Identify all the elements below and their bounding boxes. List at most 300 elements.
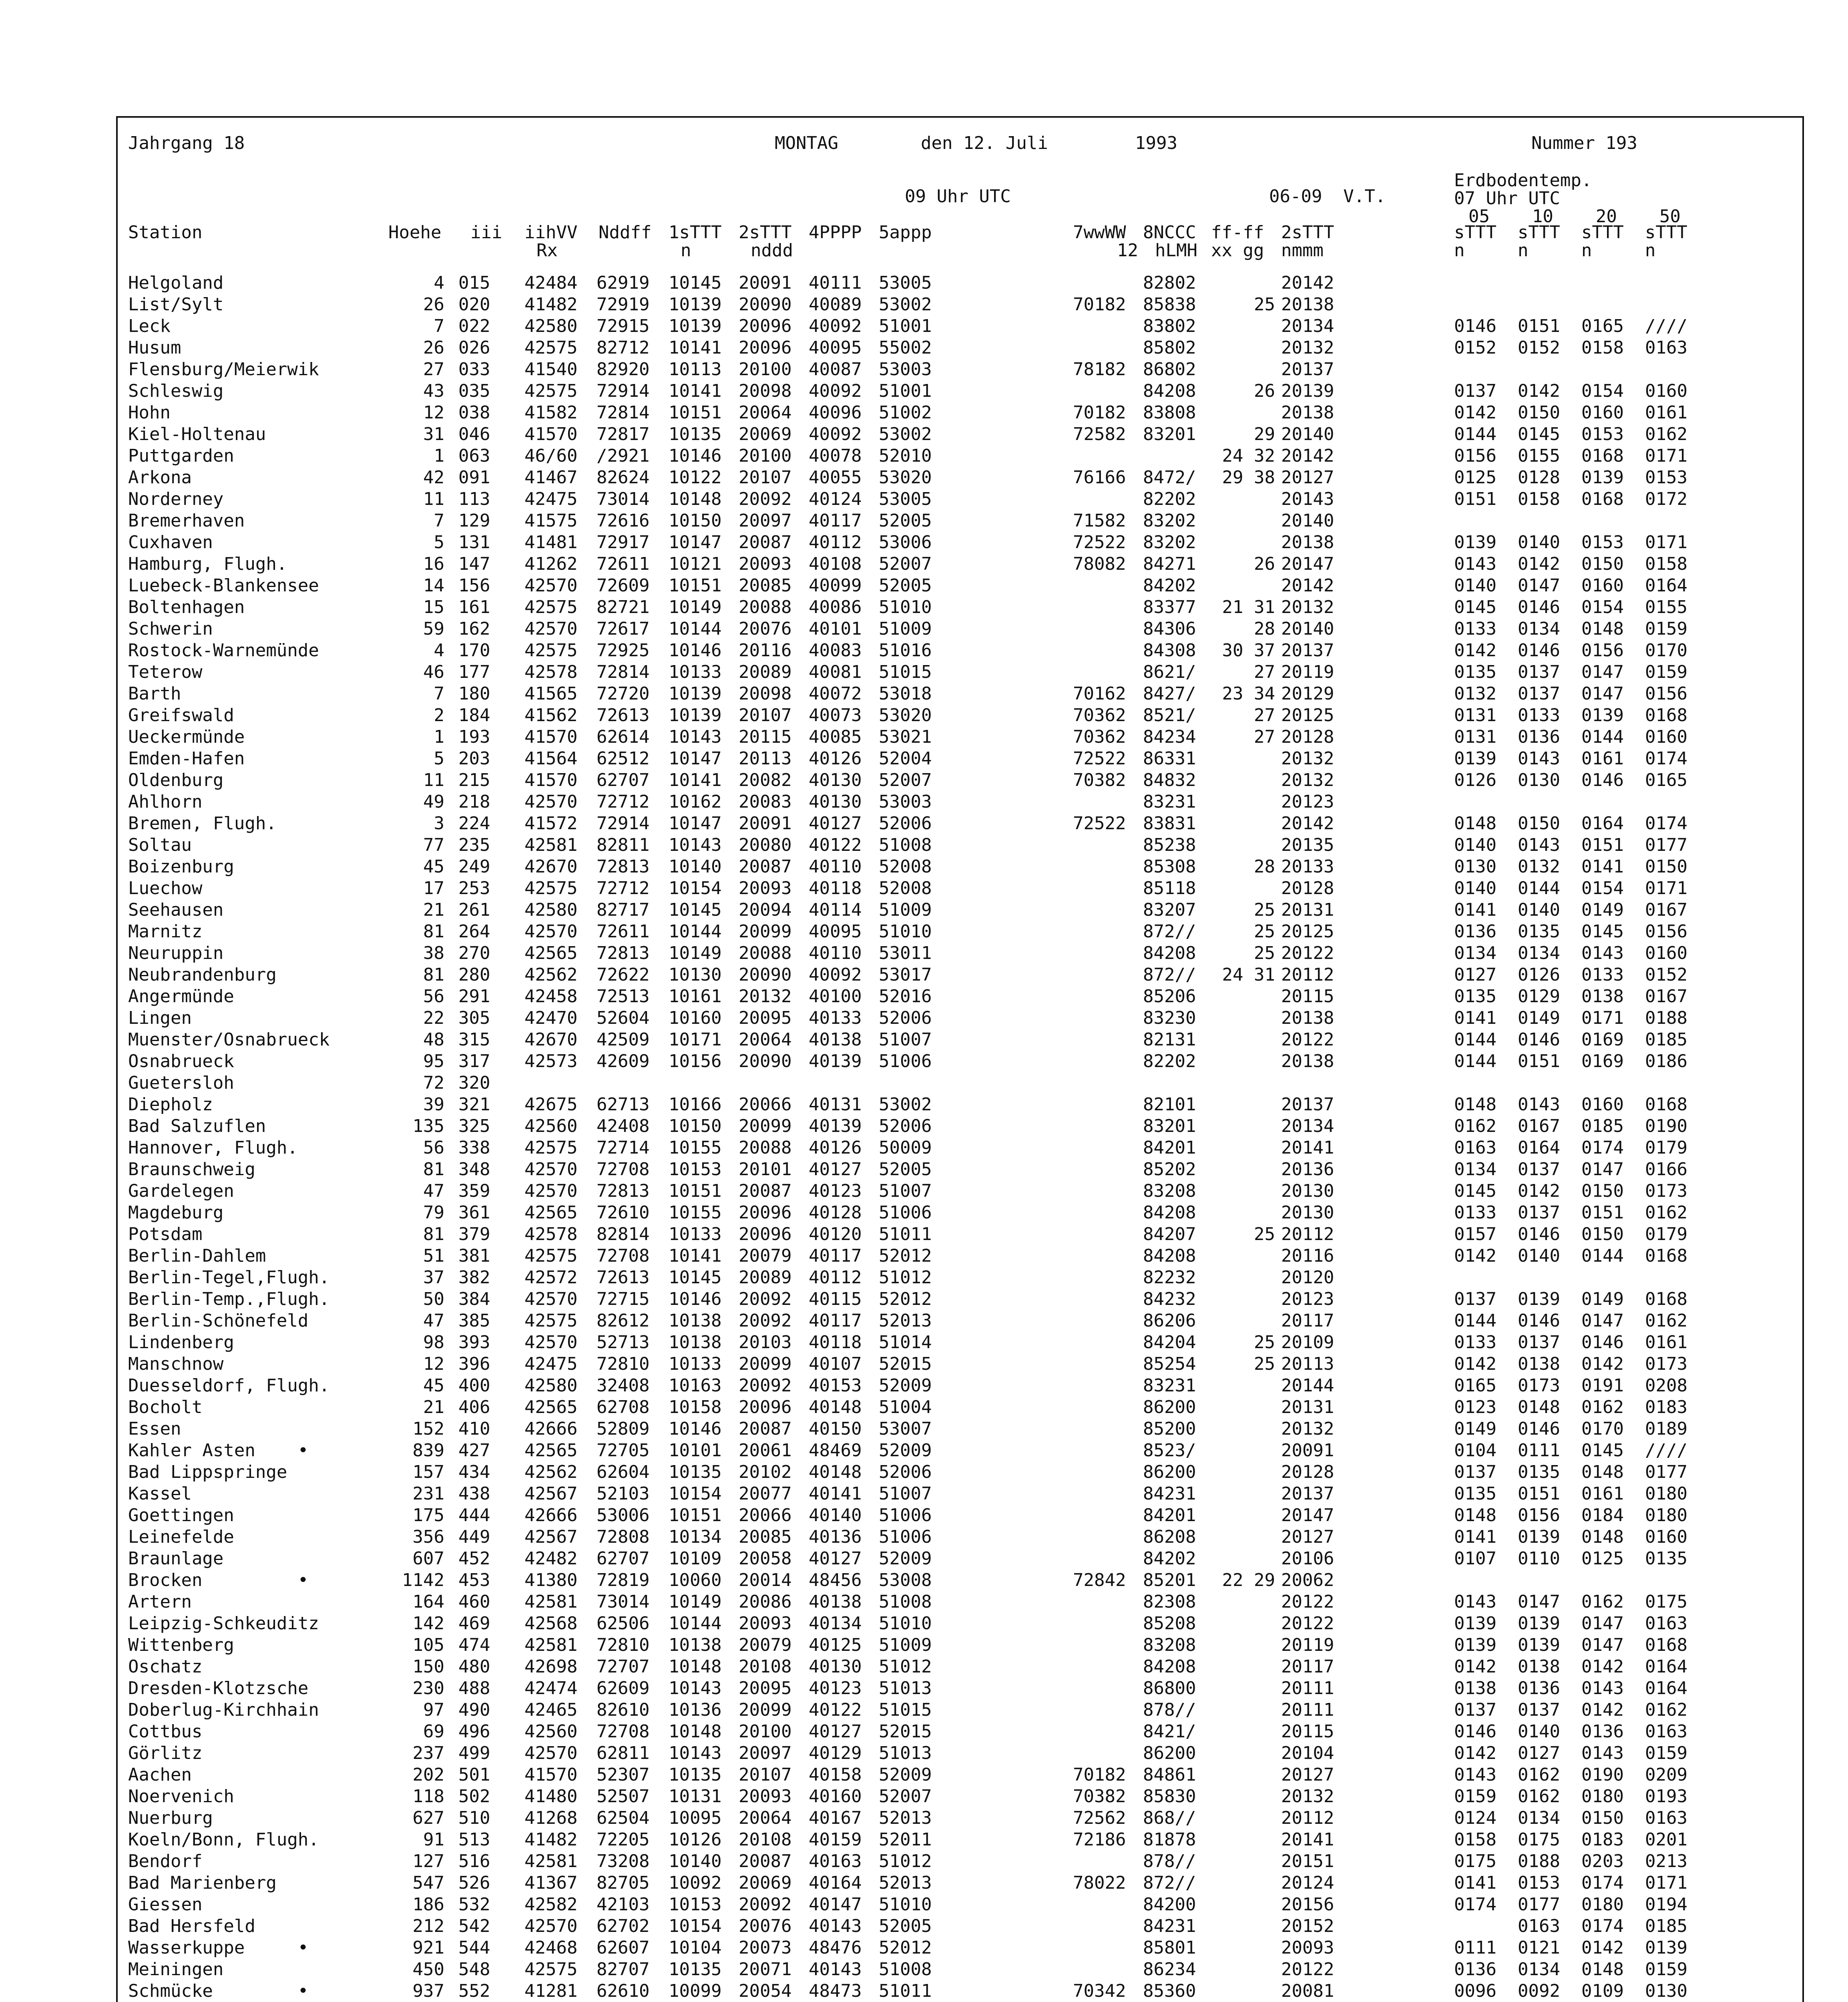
table-cell bbox=[1073, 1007, 1137, 1029]
table-cell: 10155 bbox=[669, 1138, 722, 1158]
table-cell: 26 bbox=[423, 338, 444, 358]
table-cell: 20058 bbox=[739, 1548, 792, 1569]
table-cell: 40130 bbox=[809, 1656, 862, 1677]
table-cell: 547 bbox=[412, 1873, 444, 1893]
nummer-label: Nummer 193 bbox=[1531, 133, 1637, 153]
table-cell: 20087 bbox=[739, 856, 792, 877]
table-cell: 0162 bbox=[1581, 1397, 1624, 1417]
table-cell: 0146 bbox=[1518, 1311, 1560, 1331]
table-cell: 20091 bbox=[739, 273, 792, 293]
table-cell: 038 bbox=[458, 402, 490, 423]
table-cell: 0142 bbox=[1454, 1246, 1496, 1266]
table-cell: 84231 bbox=[1143, 1483, 1196, 1504]
table-cell: 20087 bbox=[739, 1851, 792, 1871]
table-cell: 41575 bbox=[524, 511, 578, 531]
table-cell: 83201 bbox=[1143, 1116, 1196, 1136]
table-cell: 10138 bbox=[669, 1635, 722, 1655]
table-cell: 0160 bbox=[1581, 1094, 1624, 1115]
table-cell bbox=[1581, 1072, 1633, 1094]
table-cell: 40072 bbox=[809, 683, 862, 704]
table-cell: 40085 bbox=[809, 727, 862, 747]
table-cell: 015 bbox=[458, 273, 490, 293]
table-cell: 20069 bbox=[739, 424, 792, 444]
table-cell: 52009 bbox=[879, 1548, 932, 1569]
table-cell: 878// bbox=[1143, 1700, 1196, 1720]
table-cell: Braunschweig bbox=[128, 1159, 255, 1180]
table-cell: 40101 bbox=[809, 619, 862, 639]
table-cell: 85238 bbox=[1143, 835, 1196, 855]
table-cell: 231 bbox=[412, 1483, 444, 1504]
table-cell: 0163 bbox=[1645, 1721, 1687, 1742]
table-cell: 0130 bbox=[1645, 1981, 1687, 2001]
table-cell: 8521/ bbox=[1143, 705, 1196, 726]
table-cell: 0174 bbox=[1645, 748, 1687, 769]
table-cell: 48 bbox=[423, 1029, 444, 1050]
table-cell: 384 bbox=[458, 1289, 490, 1309]
table-cell bbox=[1073, 791, 1137, 813]
table-cell: 20112 bbox=[1281, 1224, 1334, 1244]
table-cell: 42575 bbox=[524, 640, 578, 661]
table-cell: 152 bbox=[412, 1419, 444, 1439]
table-cell: 52007 bbox=[879, 554, 932, 574]
table-cell bbox=[1211, 1872, 1275, 1894]
table-cell: 42580 bbox=[524, 900, 578, 920]
table-cell: 0179 bbox=[1645, 1224, 1687, 1244]
table-cell: 25 bbox=[1254, 921, 1275, 942]
table-cell: 40127 bbox=[809, 1159, 862, 1180]
table-cell: 0154 bbox=[1581, 878, 1624, 898]
table-cell bbox=[1211, 1202, 1275, 1224]
table-cell: Lindenberg bbox=[128, 1332, 234, 1353]
table-cell: 0140 bbox=[1454, 878, 1496, 898]
table-cell: 20140 bbox=[1281, 424, 1334, 444]
table-cell: 20083 bbox=[739, 792, 792, 812]
table-cell: 20085 bbox=[739, 575, 792, 596]
table-cell: 0151 bbox=[1518, 1483, 1560, 1504]
table-cell: 42562 bbox=[524, 1462, 578, 1482]
nccc-column bbox=[1143, 272, 1207, 2002]
table-cell: Dresden-Klotzsche bbox=[128, 1678, 309, 1698]
table-cell bbox=[1454, 1072, 1506, 1094]
table-cell bbox=[1211, 488, 1275, 510]
table-cell: 0146 bbox=[1518, 1224, 1560, 1244]
table-cell: 53007 bbox=[879, 1419, 932, 1439]
table-cell: Puttgarden bbox=[128, 446, 234, 466]
table-cell: 0135 bbox=[1454, 1483, 1496, 1504]
table-cell: 20066 bbox=[739, 1094, 792, 1115]
table-cell: 53011 bbox=[879, 943, 932, 963]
table-cell: 0183 bbox=[1645, 1397, 1687, 1417]
table-cell: Cuxhaven bbox=[128, 532, 213, 553]
table-cell: 20142 bbox=[1281, 813, 1334, 834]
table-cell: 0140 bbox=[1518, 532, 1560, 553]
depth-header: 05 10 20 50 bbox=[1468, 206, 1681, 227]
table-cell: 0096 bbox=[1454, 1981, 1496, 2001]
table-cell: 20134 bbox=[1281, 316, 1334, 336]
table-cell: 10143 bbox=[669, 1743, 722, 1763]
table-cell bbox=[1211, 1051, 1275, 1072]
table-cell: 0159 bbox=[1645, 1743, 1687, 1763]
table-cell bbox=[1211, 1656, 1275, 1678]
table-cell: 7 bbox=[434, 316, 444, 336]
table-cell: Rostock-Warnemünde bbox=[128, 640, 319, 661]
table-cell: 10148 bbox=[669, 1656, 722, 1677]
table-cell: 40092 bbox=[809, 424, 862, 444]
ttt2b-sub-header: nmmm bbox=[1281, 240, 1324, 261]
table-cell: 0142 bbox=[1454, 640, 1496, 661]
table-cell: 0144 bbox=[1454, 1051, 1496, 1071]
table-cell: 5 bbox=[434, 748, 444, 769]
table-cell: 0180 bbox=[1645, 1483, 1687, 1504]
table-cell: 0168 bbox=[1581, 489, 1624, 509]
table-cell: 48456 bbox=[809, 1570, 862, 1590]
table-cell: 8427/ bbox=[1143, 683, 1196, 704]
table-cell bbox=[1073, 1851, 1137, 1872]
table-cell bbox=[1073, 337, 1137, 359]
table-cell: 20137 bbox=[1281, 1094, 1334, 1115]
table-cell: 20103 bbox=[739, 1332, 792, 1353]
table-cell: 7 bbox=[434, 511, 444, 531]
table-cell: 20125 bbox=[1281, 705, 1334, 726]
table-cell bbox=[1518, 294, 1570, 316]
table-cell: 72610 bbox=[597, 1202, 650, 1223]
table-cell: Bad Lippspringe bbox=[128, 1462, 287, 1482]
table-cell: 10136 bbox=[669, 1700, 722, 1720]
table-cell: 41480 bbox=[524, 1786, 578, 1807]
table-cell: 0150 bbox=[1518, 402, 1560, 423]
table-cell: 0143 bbox=[1454, 1592, 1496, 1612]
table-cell: 10131 bbox=[669, 1786, 722, 1807]
table-cell bbox=[1581, 272, 1633, 294]
table-cell: 0135 bbox=[1645, 1548, 1687, 1569]
table-cell: 11 bbox=[423, 489, 444, 509]
table-cell: 42575 bbox=[524, 1311, 578, 1331]
table-cell: 40131 bbox=[809, 1094, 862, 1115]
table-cell: 10151 bbox=[669, 402, 722, 423]
table-cell: 1142 bbox=[402, 1570, 444, 1590]
table-cell: 0121 bbox=[1518, 1938, 1560, 1958]
table-cell bbox=[1073, 1267, 1137, 1288]
table-cell: 40126 bbox=[809, 748, 862, 769]
table-cell: 82811 bbox=[597, 835, 650, 855]
table-cell: 53008 bbox=[879, 1570, 932, 1590]
soil-10-column bbox=[1518, 272, 1570, 2002]
table-cell: 41562 bbox=[524, 705, 578, 726]
table-cell: 20113 bbox=[739, 748, 792, 769]
table-cell: 42570 bbox=[524, 575, 578, 596]
table-cell: 71582 bbox=[1073, 511, 1126, 531]
table-cell: Hamburg, Flugh. bbox=[128, 554, 287, 574]
table-cell: 78082 bbox=[1073, 554, 1126, 574]
table-cell: 0130 bbox=[1518, 770, 1560, 790]
table-cell: 82814 bbox=[597, 1224, 650, 1244]
table-cell: 41268 bbox=[524, 1808, 578, 1828]
table-cell: 396 bbox=[458, 1354, 490, 1374]
table-cell: 73208 bbox=[597, 1851, 650, 1871]
table-cell: 72915 bbox=[597, 316, 650, 336]
table-cell: 72205 bbox=[597, 1829, 650, 1850]
table-cell: 20081 bbox=[1281, 1981, 1334, 2001]
table-cell: 10140 bbox=[669, 856, 722, 877]
table-cell: 51015 bbox=[879, 1700, 932, 1720]
table-cell: 0146 bbox=[1518, 1419, 1560, 1439]
table-cell: 40112 bbox=[809, 532, 862, 553]
table-cell: Seehausen bbox=[128, 900, 224, 920]
table-cell: 0153 bbox=[1645, 467, 1687, 488]
iihvv-sub-header: Rx bbox=[536, 240, 558, 261]
table-cell: 542 bbox=[458, 1916, 490, 1936]
table-cell bbox=[1518, 1570, 1570, 1591]
table-cell: 0141 bbox=[1454, 900, 1496, 920]
table-cell: 40078 bbox=[809, 446, 862, 466]
table-cell: 29 38 bbox=[1222, 467, 1275, 488]
table-cell: 10139 bbox=[669, 705, 722, 726]
ttt2b-column bbox=[1281, 272, 1345, 2002]
table-cell: 82707 bbox=[597, 1959, 650, 1980]
table-cell bbox=[1211, 337, 1275, 359]
table-cell: 20147 bbox=[1281, 1505, 1334, 1526]
table-cell: 40118 bbox=[809, 1332, 862, 1353]
table-cell: 85202 bbox=[1143, 1159, 1196, 1180]
table-cell: 40140 bbox=[809, 1505, 862, 1526]
table-cell: 51001 bbox=[879, 381, 932, 401]
table-cell bbox=[1073, 1072, 1137, 1094]
table-cell: 0140 bbox=[1518, 900, 1560, 920]
table-cell bbox=[1211, 1851, 1275, 1872]
table-cell: 20115 bbox=[1281, 1721, 1334, 1742]
table-cell: 10135 bbox=[669, 1462, 722, 1482]
table-cell: 83207 bbox=[1143, 900, 1196, 920]
table-cell: 69 bbox=[423, 1721, 444, 1742]
table-cell: 0142 bbox=[1581, 1354, 1624, 1374]
table-cell: 86234 bbox=[1143, 1959, 1196, 1980]
table-cell: 0153 bbox=[1581, 532, 1624, 553]
table-cell: 83231 bbox=[1143, 1375, 1196, 1396]
table-cell: 0143 bbox=[1581, 1678, 1624, 1698]
table-cell bbox=[1073, 1245, 1137, 1267]
table-cell: 20122 bbox=[1281, 1959, 1334, 1980]
table-cell: 29 bbox=[1254, 424, 1275, 444]
soil-50-column bbox=[1645, 272, 1697, 2002]
table-cell: Schleswig bbox=[128, 381, 224, 401]
table-cell: 20120 bbox=[1281, 1267, 1334, 1288]
table-cell: 0145 bbox=[1518, 424, 1560, 444]
hoehe-header: Hoehe bbox=[388, 222, 442, 243]
table-cell: 20151 bbox=[1281, 1851, 1334, 1871]
table-cell: 40136 bbox=[809, 1527, 862, 1547]
table-cell: 85830 bbox=[1143, 1786, 1196, 1807]
table-cell bbox=[1073, 1137, 1137, 1159]
table-cell: 42570 bbox=[524, 921, 578, 942]
table-cell: 0161 bbox=[1645, 1332, 1687, 1353]
table-cell: 0151 bbox=[1581, 835, 1624, 855]
table-cell: Magdeburg bbox=[128, 1202, 224, 1223]
table-cell: 21 bbox=[423, 1397, 444, 1417]
table-cell: 0142 bbox=[1581, 1656, 1624, 1677]
table-cell: 83202 bbox=[1143, 511, 1196, 531]
erdboden-utc-header: 07 Uhr UTC bbox=[1454, 188, 1560, 209]
table-cell: 25 bbox=[1254, 943, 1275, 963]
table-cell bbox=[1143, 1072, 1207, 1094]
table-cell bbox=[1211, 1029, 1275, 1051]
table-cell: 42573 bbox=[524, 1051, 578, 1071]
table-cell bbox=[1073, 1375, 1137, 1397]
table-cell: 0131 bbox=[1454, 727, 1496, 747]
table-cell: 20108 bbox=[739, 1656, 792, 1677]
nccc-sub-header: hLMH bbox=[1155, 240, 1197, 261]
table-cell: 0139 bbox=[1645, 1938, 1687, 1958]
table-cell bbox=[1073, 1721, 1137, 1743]
table-cell bbox=[1211, 1916, 1275, 1937]
table-cell bbox=[1073, 1224, 1137, 1245]
table-cell: 321 bbox=[458, 1094, 490, 1115]
table-cell: 0163 bbox=[1454, 1138, 1496, 1158]
table-cell: 40112 bbox=[809, 1267, 862, 1288]
table-cell: 0136 bbox=[1581, 1721, 1624, 1742]
table-cell: 84202 bbox=[1143, 575, 1196, 596]
table-cell: 41540 bbox=[524, 359, 578, 380]
table-cell: 51016 bbox=[879, 640, 932, 661]
table-cell: 0177 bbox=[1645, 835, 1687, 855]
iii-column bbox=[458, 272, 502, 2002]
table-cell: 53017 bbox=[879, 965, 932, 985]
table-cell bbox=[1454, 1267, 1506, 1288]
table-cell: 359 bbox=[458, 1181, 490, 1201]
table-cell: 20128 bbox=[1281, 727, 1334, 747]
table-cell: 0136 bbox=[1454, 1959, 1496, 1980]
table-cell: 40092 bbox=[809, 965, 862, 985]
table-cell: 218 bbox=[458, 792, 490, 812]
table-cell: 1 bbox=[434, 446, 444, 466]
table-cell: 0139 bbox=[1454, 1635, 1496, 1655]
table-cell: 40107 bbox=[809, 1354, 862, 1374]
table-cell: 40122 bbox=[809, 835, 862, 855]
table-cell: 0156 bbox=[1645, 683, 1687, 704]
table-cell: 10144 bbox=[669, 1613, 722, 1634]
table-cell: 10126 bbox=[669, 1829, 722, 1850]
table-cell: 0139 bbox=[1518, 1613, 1560, 1634]
table-cell: 0146 bbox=[1518, 640, 1560, 661]
nddff-header: Nddff bbox=[599, 222, 652, 243]
table-cell: 81878 bbox=[1143, 1829, 1196, 1850]
table-cell: 62614 bbox=[597, 727, 650, 747]
table-cell: 20086 bbox=[739, 1592, 792, 1612]
table-cell: 70182 bbox=[1073, 294, 1126, 315]
table-cell bbox=[1211, 1461, 1275, 1483]
table-cell: 51014 bbox=[879, 1332, 932, 1353]
table-cell: 11 bbox=[423, 770, 444, 790]
table-cell: 32408 bbox=[597, 1375, 650, 1396]
table-cell: 20014 bbox=[739, 1570, 792, 1590]
table-cell: 72611 bbox=[597, 554, 650, 574]
table-cell bbox=[1073, 1159, 1137, 1180]
table-cell: 10147 bbox=[669, 813, 722, 834]
table-cell: 53020 bbox=[879, 467, 932, 488]
table-cell: Neubrandenburg bbox=[128, 965, 277, 985]
table-cell: 10135 bbox=[669, 424, 722, 444]
table-cell: 56 bbox=[423, 986, 444, 1007]
table-cell bbox=[1073, 856, 1137, 878]
table-cell: 10092 bbox=[669, 1873, 722, 1893]
table-cell: 42575 bbox=[524, 597, 578, 617]
table-cell: 0162 bbox=[1645, 1700, 1687, 1720]
table-cell: 0159 bbox=[1454, 1786, 1496, 1807]
table-cell: 175 bbox=[412, 1505, 444, 1526]
table-cell: 8421/ bbox=[1143, 1721, 1196, 1742]
table-cell: 118 bbox=[412, 1786, 444, 1807]
table-cell: Emden-Hafen bbox=[128, 748, 245, 769]
table-cell: 0169 bbox=[1581, 1029, 1624, 1050]
table-cell: 85200 bbox=[1143, 1419, 1196, 1439]
table-cell: 0144 bbox=[1454, 424, 1496, 444]
table-cell: 0139 bbox=[1518, 1527, 1560, 1547]
table-cell bbox=[1645, 272, 1697, 294]
table-cell: 022 bbox=[458, 316, 490, 336]
table-cell: 51008 bbox=[879, 835, 932, 855]
table-cell bbox=[1581, 1267, 1633, 1288]
table-cell: 105 bbox=[412, 1635, 444, 1655]
table-cell bbox=[1073, 921, 1137, 943]
table-cell: 0138 bbox=[1518, 1354, 1560, 1374]
table-cell bbox=[1211, 1375, 1275, 1397]
table-cell: 85360 bbox=[1143, 1981, 1196, 2001]
table-cell bbox=[1073, 943, 1137, 964]
table-cell: 72819 bbox=[597, 1570, 650, 1590]
table-cell bbox=[1073, 1699, 1137, 1721]
table-cell: Lingen bbox=[128, 1008, 192, 1028]
table-cell: 20119 bbox=[1281, 1635, 1334, 1655]
table-cell: 42698 bbox=[524, 1656, 578, 1677]
table-cell bbox=[1211, 1159, 1275, 1180]
table-cell: 72522 bbox=[1073, 748, 1126, 769]
table-cell: 10143 bbox=[669, 835, 722, 855]
table-cell: 20109 bbox=[1281, 1332, 1334, 1353]
table-cell: 0201 bbox=[1645, 1829, 1687, 1850]
table-cell: 42570 bbox=[524, 1289, 578, 1309]
table-cell: 82232 bbox=[1143, 1267, 1196, 1288]
table-cell: 40130 bbox=[809, 792, 862, 812]
table-cell: 72808 bbox=[597, 1527, 650, 1547]
table-cell: Bendorf bbox=[128, 1851, 203, 1871]
table-cell: 186 bbox=[412, 1894, 444, 1915]
table-cell: 10154 bbox=[669, 1916, 722, 1936]
table-cell: 480 bbox=[458, 1656, 490, 1677]
table-cell: 0150 bbox=[1581, 1808, 1624, 1828]
table-cell: 0142 bbox=[1454, 1656, 1496, 1677]
table-cell: 20082 bbox=[739, 770, 792, 790]
table-cell: 42484 bbox=[524, 273, 578, 293]
table-cell: 40110 bbox=[809, 943, 862, 963]
table-cell: Osnabrueck bbox=[128, 1051, 234, 1071]
table-cell: 21 31 bbox=[1222, 597, 1275, 617]
weekday-label: MONTAG bbox=[775, 133, 838, 153]
table-cell: 361 bbox=[458, 1202, 490, 1223]
table-cell bbox=[1211, 1505, 1275, 1526]
table-cell: 452 bbox=[458, 1548, 490, 1569]
table-cell: 42570 bbox=[524, 1743, 578, 1763]
table-cell: Doberlug-Kirchhain bbox=[128, 1700, 319, 1720]
table-cell: 20127 bbox=[1281, 1527, 1334, 1547]
table-cell: Kassel bbox=[128, 1483, 192, 1504]
table-cell: 53006 bbox=[597, 1505, 650, 1526]
table-cell bbox=[1073, 1310, 1137, 1332]
table-cell: 85208 bbox=[1143, 1613, 1196, 1634]
table-cell: 41367 bbox=[524, 1873, 578, 1893]
table-cell: 2 bbox=[434, 705, 444, 726]
table-cell: 0147 bbox=[1581, 1311, 1624, 1331]
table-cell: 10060 bbox=[669, 1570, 722, 1590]
table-cell: 40134 bbox=[809, 1613, 862, 1634]
